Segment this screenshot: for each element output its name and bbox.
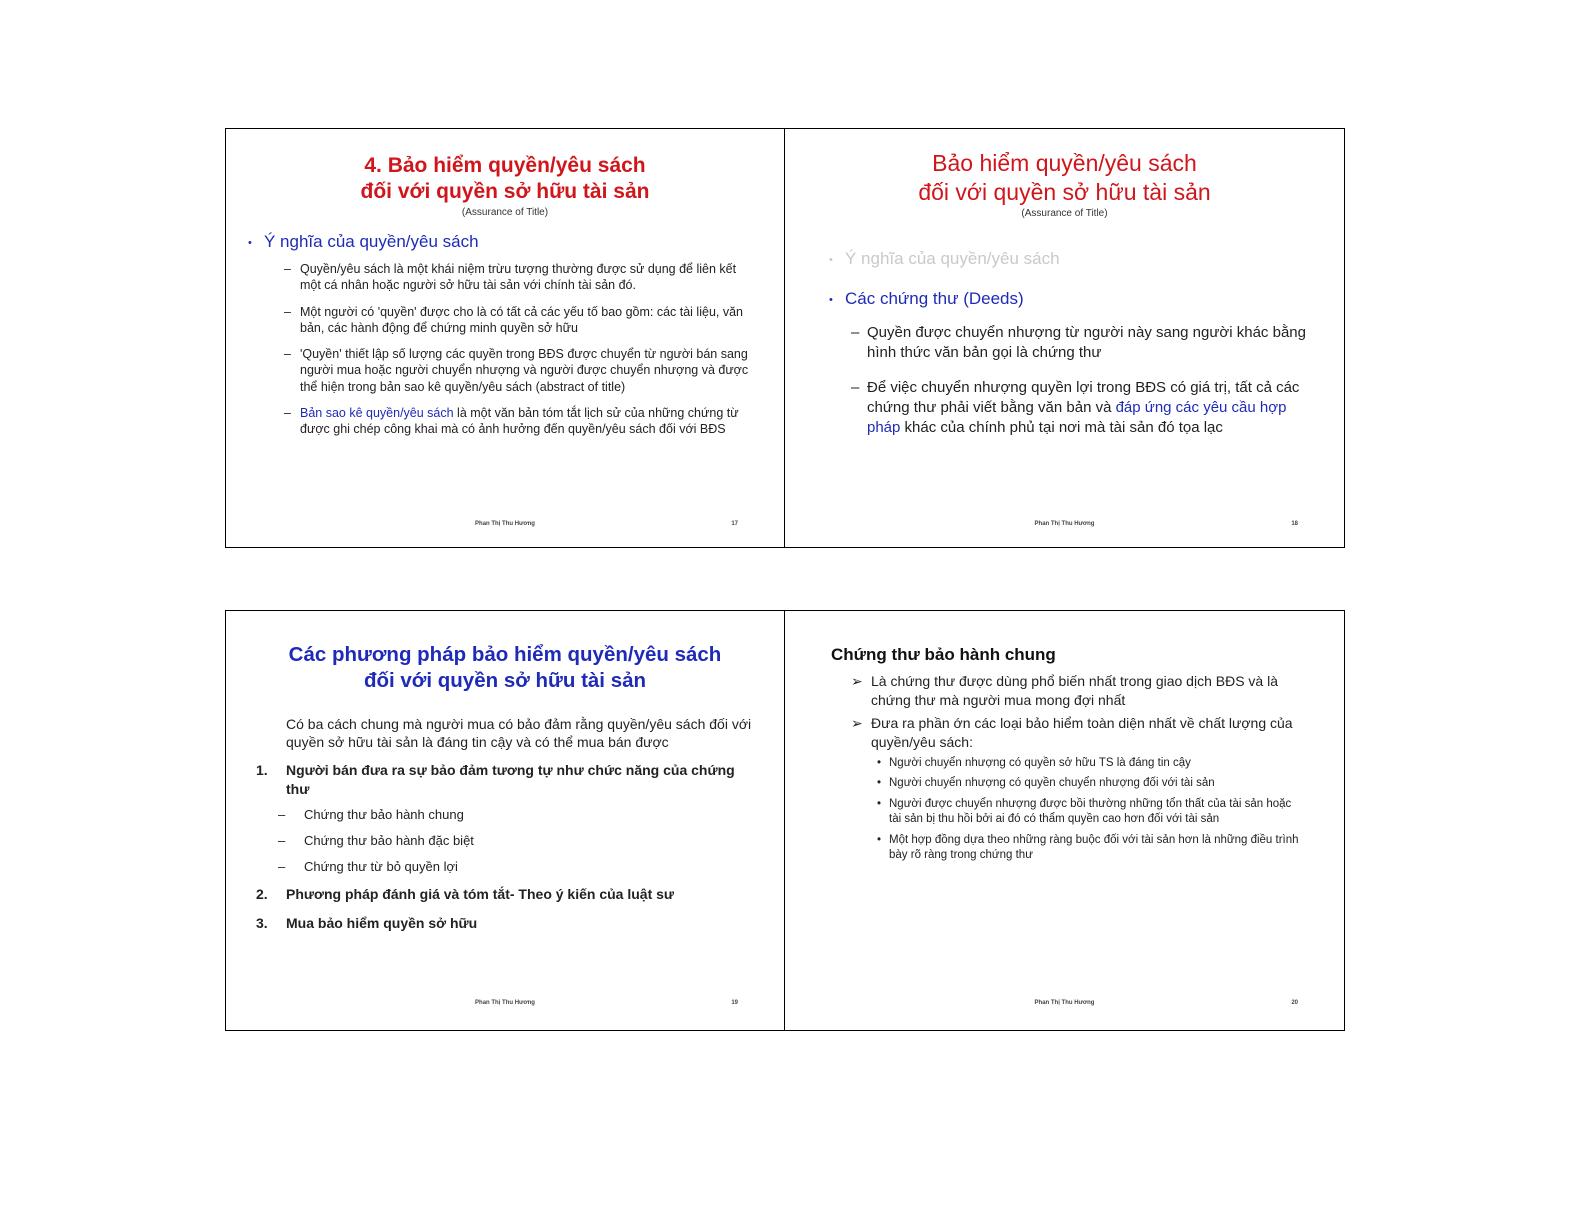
page-number: 19 [731,1000,738,1006]
bullet-icon: • [877,797,882,810]
method-3: 3. Mua bảo hiểm quyền sở hữu [256,914,478,931]
page-number: 18 [1291,521,1298,527]
list-item: • Người được chuyển nhượng được bồi thường những tổn thất của tài sản hoặc tài sản bị thu hồi bởi ai đó có thẩm quyền cao hơn đối với tài sản [877,797,1292,826]
list-item: – Để việc chuyển nhượng quyền lợi trong BĐS có giá trị, tất cả các chứng thư phải viết bằng văn bản và đáp ứng các yêu cầu hợp pháp khác của chính phủ tại nơi mà tài sản đó tọa lạc [851,378,1309,439]
highlight-text: Bản sao kê quyền/yêu sách [300,405,454,420]
title-line-1: Bảo hiểm quyền/yêu sách [932,150,1197,176]
page-number: 20 [1291,1000,1298,1006]
bullet-icon: • [829,293,833,306]
list-item: – Chứng thư bảo hành chung [278,807,756,824]
footer-author: Phan Thị Thu Hương [1034,1000,1095,1006]
bullet-icon: • [877,777,882,790]
page-number: 17 [731,521,738,527]
slide-17 [225,128,785,548]
arrow-bullet-icon: ➢ [851,673,863,689]
bullet-heading: • Các chứng thư (Deeds) [829,289,1024,308]
list-item: – Bản sao kê quyền/yêu sách là một văn bản tóm tắt lịch sử của những chứng từ được ghi chép công khai mà có ảnh hưởng đến quyền/yêu sách đối với BĐS [284,405,758,438]
list-item: ➢ Là chứng thư được dùng phổ biến nhất trong giao dịch BĐS và là chứng thư mà người mua mong đợi nhất [851,673,1279,708]
title-line-2: đối với quyền sở hữu tài sản [360,180,650,204]
list-item: ➢ Đưa ra phần ớn các loại bảo hiểm toàn diện nhất về chất lượng của quyền/yêu sách: [851,714,1293,750]
bullet-icon: • [829,253,833,266]
slide-subtitle: (Assurance of Title) [461,206,549,218]
list-item: – Một người có 'quyền' được cho là có tất cả các yếu tố bao gồm: các tài liệu, văn bản, các hành động để chứng minh quyền sở hữu [284,304,758,337]
bullet-heading-faded: • Ý nghĩa của quyền/yêu sách [829,249,1060,268]
list-item: – Quyền được chuyển nhượng từ người này sang người khác bằng hình thức văn bản gọi là chứng thư [851,323,1309,364]
slide-subtitle: (Assurance of Title) [1021,207,1108,219]
title-line-1: Các phương pháp bảo hiểm quyền/yêu sách [288,643,722,666]
slide-20 [784,610,1345,1031]
slide-19 [225,610,785,1031]
list-item: – 'Quyền' thiết lập số lượng các quyền trong BĐS được chuyển từ người bán sang người mua hoặc người chuyển nhượng và người được chuyển nhượng và được thể hiện trong bản sao kê quyền/yêu sách (abstract of title) [284,346,758,395]
slide-title [785,149,1344,207]
bullet-icon: • [877,756,882,769]
method-2: 2. Phương pháp đánh giá và tóm tắt- Theo ý kiến của luật sư [256,886,675,903]
list-item: – Chứng thư từ bỏ quyền lợi [278,859,756,876]
bullet-heading: • Ý nghĩa của quyền/yêu sách [248,232,479,251]
slide-heading: Chứng thư bảo hành chung [831,645,1056,664]
bullet-icon: • [877,833,882,846]
slide-title [226,153,784,206]
list-item: • Người chuyển nhượng có quyền sở hữu TS là đáng tin cậy [877,756,1306,772]
intro-text: Có ba cách chung mà người mua có bảo đảm rằng quyền/yêu sách đối với quyền sở hữu tài sản là đáng tin cậy và có thể mua bán được [286,716,752,751]
bullet-icon: • [248,236,252,249]
list-item: • Người chuyển nhượng có quyền chuyển nhượng đối với tài sản [877,776,1306,792]
method-1: 1. Người bán đưa ra sự bảo đảm tương tự như chức năng của chứng thư [256,762,735,797]
slide-title [226,642,784,693]
list-item: • Một hợp đồng dựa theo những ràng buộc đối với tài sản hơn là những điều trình bày rõ ràng trong chứng thư [877,833,1299,862]
footer-author: Phan Thị Thu Hương [475,521,535,527]
title-line-2: đối với quyền sở hữu tài sản [918,178,1211,205]
title-line-1: 4. Bảo hiểm quyền/yêu sách [364,154,646,177]
title-line-2: đối với quyền sở hữu tài sản [363,668,647,692]
highlight-text: đáp ứng các yêu cầu hợp pháp [867,398,1287,436]
footer-author: Phan Thị Thu Hương [475,1000,535,1006]
footer-author: Phan Thị Thu Hương [1034,521,1095,527]
list-item: – Quyền/yêu sách là một khái niệm trừu tượng thường được sử dụng để liên kết một cá nhân hoặc người sở hữu tài sản với chính tài sản đó. [284,261,758,294]
arrow-bullet-icon: ➢ [851,714,863,731]
list-item: – Chứng thư bảo hành đặc biệt [278,833,756,850]
slide-18 [784,128,1345,548]
